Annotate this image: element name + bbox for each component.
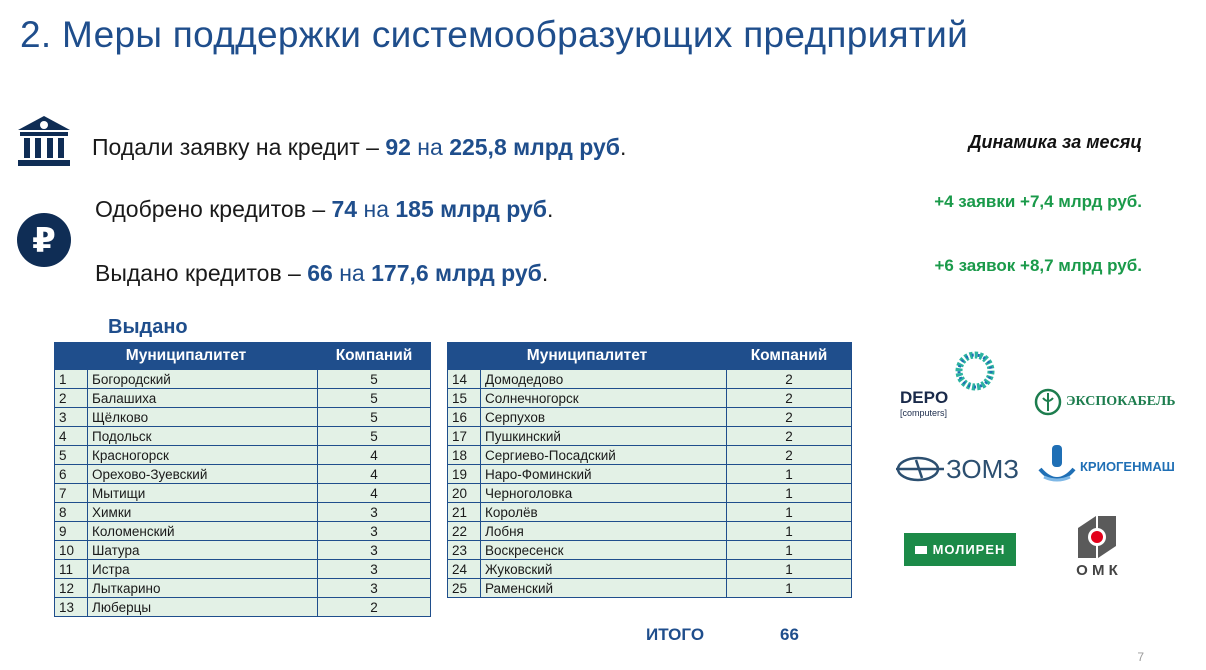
row-number: 13 (55, 598, 88, 617)
dynamics-line-1: +4 заявки +7,4 млрд руб. (934, 192, 1142, 211)
municipality-name: Щёлково (88, 408, 318, 427)
moliren-logo (904, 533, 1016, 566)
header-companies: Компаний (318, 343, 431, 370)
bank-icon (16, 114, 72, 168)
ekspokabel-emblem-icon (1034, 388, 1062, 416)
municipality-name: Пушкинский (481, 427, 727, 446)
table-row (55, 560, 431, 579)
table-row (448, 408, 852, 427)
dynamics-line-2: +6 заявок +8,7 млрд руб. (934, 256, 1142, 275)
row-number: 20 (448, 484, 481, 503)
municipality-table-left (54, 342, 431, 617)
company-count: 4 (318, 446, 431, 465)
depo-name: DEPO (900, 388, 949, 407)
table-row (55, 408, 431, 427)
table-row (448, 370, 852, 389)
municipality-name: Лыткарино (88, 579, 318, 598)
company-count: 1 (727, 541, 852, 560)
municipality-name: Орехово-Зуевский (88, 465, 318, 484)
municipality-name: Наро-Фоминский (481, 465, 727, 484)
row-number: 11 (55, 560, 88, 579)
table-row (55, 503, 431, 522)
svg-text:₽: ₽ (32, 221, 56, 261)
omk-logo (1072, 514, 1122, 579)
company-count: 3 (318, 541, 431, 560)
municipality-name: Истра (88, 560, 318, 579)
omk-emblem-icon (1072, 514, 1122, 560)
municipality-name: Мытищи (88, 484, 318, 503)
company-count: 3 (318, 503, 431, 522)
depo-ring-icon (950, 350, 1000, 392)
table-row (448, 465, 852, 484)
table-row (55, 541, 431, 560)
row-number: 10 (55, 541, 88, 560)
company-count: 3 (318, 579, 431, 598)
row-number: 17 (448, 427, 481, 446)
company-count: 5 (318, 370, 431, 389)
header-companies: Компаний (727, 343, 852, 370)
header-municipality: Муниципалитет (448, 343, 727, 370)
table-row (448, 389, 852, 408)
municipality-table-right (447, 342, 852, 598)
row-number: 12 (55, 579, 88, 598)
table-row (55, 522, 431, 541)
table-row (448, 579, 852, 598)
table-row (448, 541, 852, 560)
municipality-name: Воскресенск (481, 541, 727, 560)
company-count: 3 (318, 560, 431, 579)
municipality-name: Коломенский (88, 522, 318, 541)
company-count: 1 (727, 484, 852, 503)
municipality-name: Люберцы (88, 598, 318, 617)
municipality-name: Балашиха (88, 389, 318, 408)
company-count: 2 (318, 598, 431, 617)
stat-approved: Одобрено кредитов – 74 на 185 млрд руб. (95, 196, 554, 222)
municipality-name: Шатура (88, 541, 318, 560)
dynamics-title: Динамика за месяц (968, 132, 1142, 152)
row-number: 21 (448, 503, 481, 522)
company-count: 5 (318, 427, 431, 446)
kriogenmash-logo (1036, 443, 1175, 489)
moliren-name: МОЛИРЕН (932, 542, 1006, 557)
table-row (55, 579, 431, 598)
row-number: 2 (55, 389, 88, 408)
ruble-icon (16, 212, 72, 268)
company-count: 4 (318, 484, 431, 503)
table-row (55, 465, 431, 484)
municipality-name: Черноголовка (481, 484, 727, 503)
municipality-name: Подольск (88, 427, 318, 446)
row-number: 18 (448, 446, 481, 465)
municipality-name: Красногорск (88, 446, 318, 465)
municipality-name: Богородский (88, 370, 318, 389)
row-number: 4 (55, 427, 88, 446)
row-number: 6 (55, 465, 88, 484)
ekspokabel-logo (1034, 388, 1176, 416)
kriogenmash-name: КРИОГЕНМАШ (1080, 458, 1175, 474)
table-row (55, 389, 431, 408)
row-number: 19 (448, 465, 481, 484)
ekspokabel-name: ЭКСПОКАБЕЛЬ (1066, 394, 1176, 409)
row-number: 8 (55, 503, 88, 522)
table-row (448, 503, 852, 522)
company-count: 2 (727, 446, 852, 465)
company-count: 2 (727, 370, 852, 389)
table-row (448, 522, 852, 541)
row-number: 9 (55, 522, 88, 541)
municipality-name: Сергиево-Посадский (481, 446, 727, 465)
header-municipality: Муниципалитет (55, 343, 318, 370)
row-number: 3 (55, 408, 88, 427)
municipality-name: Королёв (481, 503, 727, 522)
table-row (448, 560, 852, 579)
row-number: 24 (448, 560, 481, 579)
municipality-name: Домодедово (481, 370, 727, 389)
row-number: 1 (55, 370, 88, 389)
row-number: 5 (55, 446, 88, 465)
table-row (55, 598, 431, 617)
zomz-emblem-icon (896, 452, 944, 486)
row-number: 15 (448, 389, 481, 408)
municipality-name: Серпухов (481, 408, 727, 427)
company-count: 2 (727, 427, 852, 446)
row-number: 14 (448, 370, 481, 389)
issued-label: Выдано (108, 316, 188, 338)
company-count: 5 (318, 408, 431, 427)
omk-name: О М К (1076, 562, 1118, 579)
company-count: 5 (318, 389, 431, 408)
company-count: 1 (727, 560, 852, 579)
stat-issued: Выдано кредитов – 66 на 177,6 млрд руб. (95, 260, 549, 286)
company-count: 3 (318, 522, 431, 541)
depo-sub: [computers] (900, 408, 948, 418)
row-number: 23 (448, 541, 481, 560)
company-count: 1 (727, 579, 852, 598)
page-title: 2. Меры поддержки системообразующих предприятий (20, 14, 969, 55)
company-count: 2 (727, 389, 852, 408)
table-row (448, 446, 852, 465)
zomz-name: ЗОМЗ (946, 453, 1019, 484)
company-count: 1 (727, 503, 852, 522)
page-number: 7 (1137, 650, 1144, 664)
company-count: 1 (727, 465, 852, 484)
row-number: 22 (448, 522, 481, 541)
table-row (55, 427, 431, 446)
total-value: 66 (780, 625, 799, 644)
row-number: 25 (448, 579, 481, 598)
row-number: 16 (448, 408, 481, 427)
total-label: ИТОГО (646, 625, 705, 644)
company-count: 4 (318, 465, 431, 484)
table-row (55, 446, 431, 465)
zomz-logo (896, 452, 1019, 486)
municipality-name: Жуковский (481, 560, 727, 579)
table-row (448, 484, 852, 503)
row-number: 7 (55, 484, 88, 503)
municipality-name: Солнечногорск (481, 389, 727, 408)
table-row (55, 484, 431, 503)
table-row (55, 370, 431, 389)
table-row (448, 427, 852, 446)
municipality-name: Лобня (481, 522, 727, 541)
company-count: 2 (727, 408, 852, 427)
stat-applied: Подали заявку на кредит – 92 на 225,8 млрд руб. (92, 134, 627, 160)
depo-logo (900, 350, 1010, 420)
municipality-name: Раменский (481, 579, 727, 598)
moliren-mark-icon (915, 546, 927, 554)
company-count: 1 (727, 522, 852, 541)
kriogenmash-emblem-icon (1036, 443, 1078, 489)
municipality-name: Химки (88, 503, 318, 522)
